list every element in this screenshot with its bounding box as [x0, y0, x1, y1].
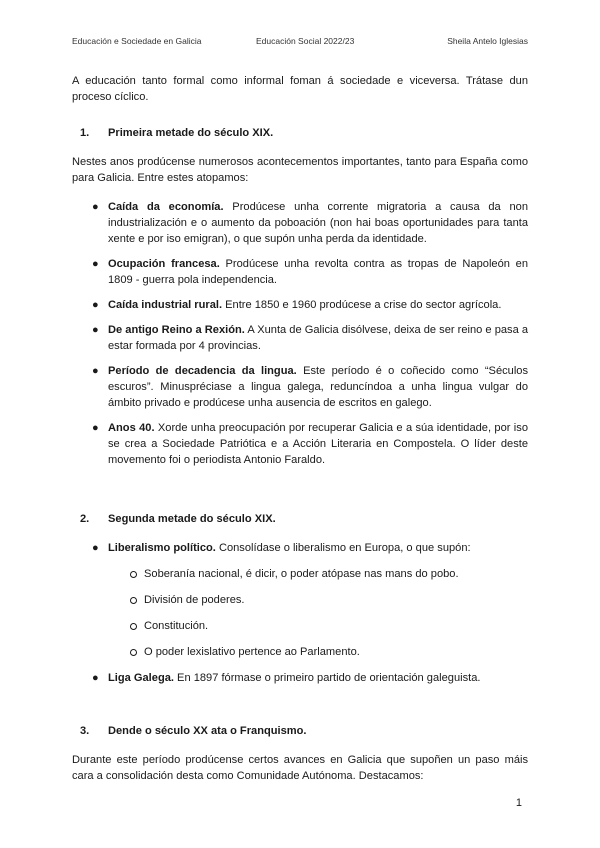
sub-item-text: División de poderes.: [144, 594, 245, 606]
bullet-icon: ●: [92, 672, 99, 684]
item-text: Consolídase o liberalismo en Europa, o que supón:: [215, 542, 471, 554]
list-item: [72, 670, 528, 686]
sub-list-item: [108, 566, 528, 582]
sub-list-item: [108, 618, 528, 634]
bullet-icon: ●: [92, 542, 99, 554]
section-1-number: 1.: [80, 127, 90, 139]
header-program: Educación Social 2022/23: [256, 36, 355, 46]
hollow-bullet-icon: [130, 597, 137, 604]
item-text: En 1897 fórmase o primeiro partido de orientación galeguista.: [173, 672, 481, 684]
section-1-title: Primeira metade do século XIX.: [108, 127, 274, 139]
section-2-list: [72, 540, 528, 686]
bullet-icon: ●: [92, 258, 99, 270]
bullet-icon: ●: [92, 365, 99, 377]
item-text: Prodúcese unha revolta contra as tropas de Napoleón en 1809 - guerra pola independencia.: [108, 258, 528, 286]
hollow-bullet-icon: [130, 623, 137, 630]
item-term: Liga Galega.: [108, 672, 174, 684]
section-1-lead: Nestes anos prodúcense numerosos acontecementos importantes, tanto para España como para Galicia. Entre estes atopamos:: [72, 156, 528, 184]
item-text: Xorde unha preocupación por recuperar Galicia e a súa identidade, por iso se crea a Sociedade Patriótica e a Acción Literaria en Compostela. O líder deste movemento foi o periodista Antonio Faraldo.: [108, 422, 528, 466]
item-term: Caída industrial rural.: [108, 299, 223, 311]
section-1-list: [72, 199, 528, 468]
header-author: Sheila Antelo Iglesias: [447, 36, 528, 46]
list-item: [72, 256, 528, 288]
section-2-heading: [72, 511, 528, 527]
item-term: Período de decadencia da lingua.: [108, 365, 297, 377]
item-text: Este período é o coñecido como “Séculos escuros”. Minuspréciase a lingua galega, reduncíndoa a unha lingua vulgar do ámbito privado e prodúcese unha ausencia de escritos en galego.: [108, 365, 529, 409]
sub-list-item: [108, 592, 528, 608]
section-3-lead: Durante este período prodúcense certos avances en Galicia que supoñen un paso máis cara a consolidación desta como Comunidade Autónoma. Destacamos:: [72, 754, 528, 782]
section-1-heading: [72, 125, 528, 141]
item-text: Prodúcese unha corrente migratoria a causa da non industrialización e o aumento da poboación (non hai boas oportunidades para tanta xente e por iso emigran), o que supón unha perda da identidade.: [108, 201, 528, 245]
spacer: [72, 695, 528, 723]
page-header: [72, 36, 528, 48]
list-item: [72, 540, 528, 660]
list-item: [72, 420, 528, 468]
sub-item-text: Constitución.: [144, 620, 209, 632]
section-2-number: 2.: [80, 513, 90, 525]
spacer: [72, 477, 528, 511]
item-text: Entre 1850 e 1960 prodúcese a crise do sector agrícola.: [222, 299, 502, 311]
bullet-icon: ●: [92, 422, 99, 434]
item-term: Ocupación francesa.: [108, 258, 220, 270]
intro-paragraph: A educación tanto formal como informal foman á sociedade e viceversa. Trátase dun proceso cíclico.: [72, 75, 528, 103]
sub-list-item: [108, 644, 528, 660]
list-item: [72, 199, 528, 247]
header-course-title: Educación e Sociedade en Galicia: [72, 36, 202, 46]
page-number: 1: [515, 797, 522, 809]
item-term: De antigo Reino a Rexión.: [108, 324, 245, 336]
document-body: [72, 73, 528, 784]
section-3-title: Dende o século XX ata o Franquismo.: [108, 725, 307, 737]
bullet-icon: ●: [92, 299, 99, 311]
list-item: [72, 363, 528, 411]
bullet-icon: ●: [92, 201, 99, 213]
sub-list: [108, 566, 528, 660]
item-text: A Xunta de Galicia disólvese, deixa de ser reino e pasa a estar formada por 4 provincias.: [108, 324, 529, 352]
section-3-number: 3.: [80, 725, 90, 737]
item-term: Liberalismo político.: [108, 542, 216, 554]
list-item: [72, 322, 528, 354]
list-item: [72, 297, 528, 313]
hollow-bullet-icon: [130, 649, 137, 656]
sub-item-text: Soberanía nacional, é dicir, o poder atópase nas mans do pobo.: [144, 568, 459, 580]
hollow-bullet-icon: [130, 571, 137, 578]
sub-item-text: O poder lexislativo pertence ao Parlamento.: [144, 646, 360, 658]
item-term: Anos 40.: [108, 422, 155, 434]
item-term: Caída da economía.: [108, 201, 224, 213]
bullet-icon: ●: [92, 324, 99, 336]
section-2-title: Segunda metade do século XIX.: [108, 513, 276, 525]
section-3-heading: [72, 723, 528, 739]
